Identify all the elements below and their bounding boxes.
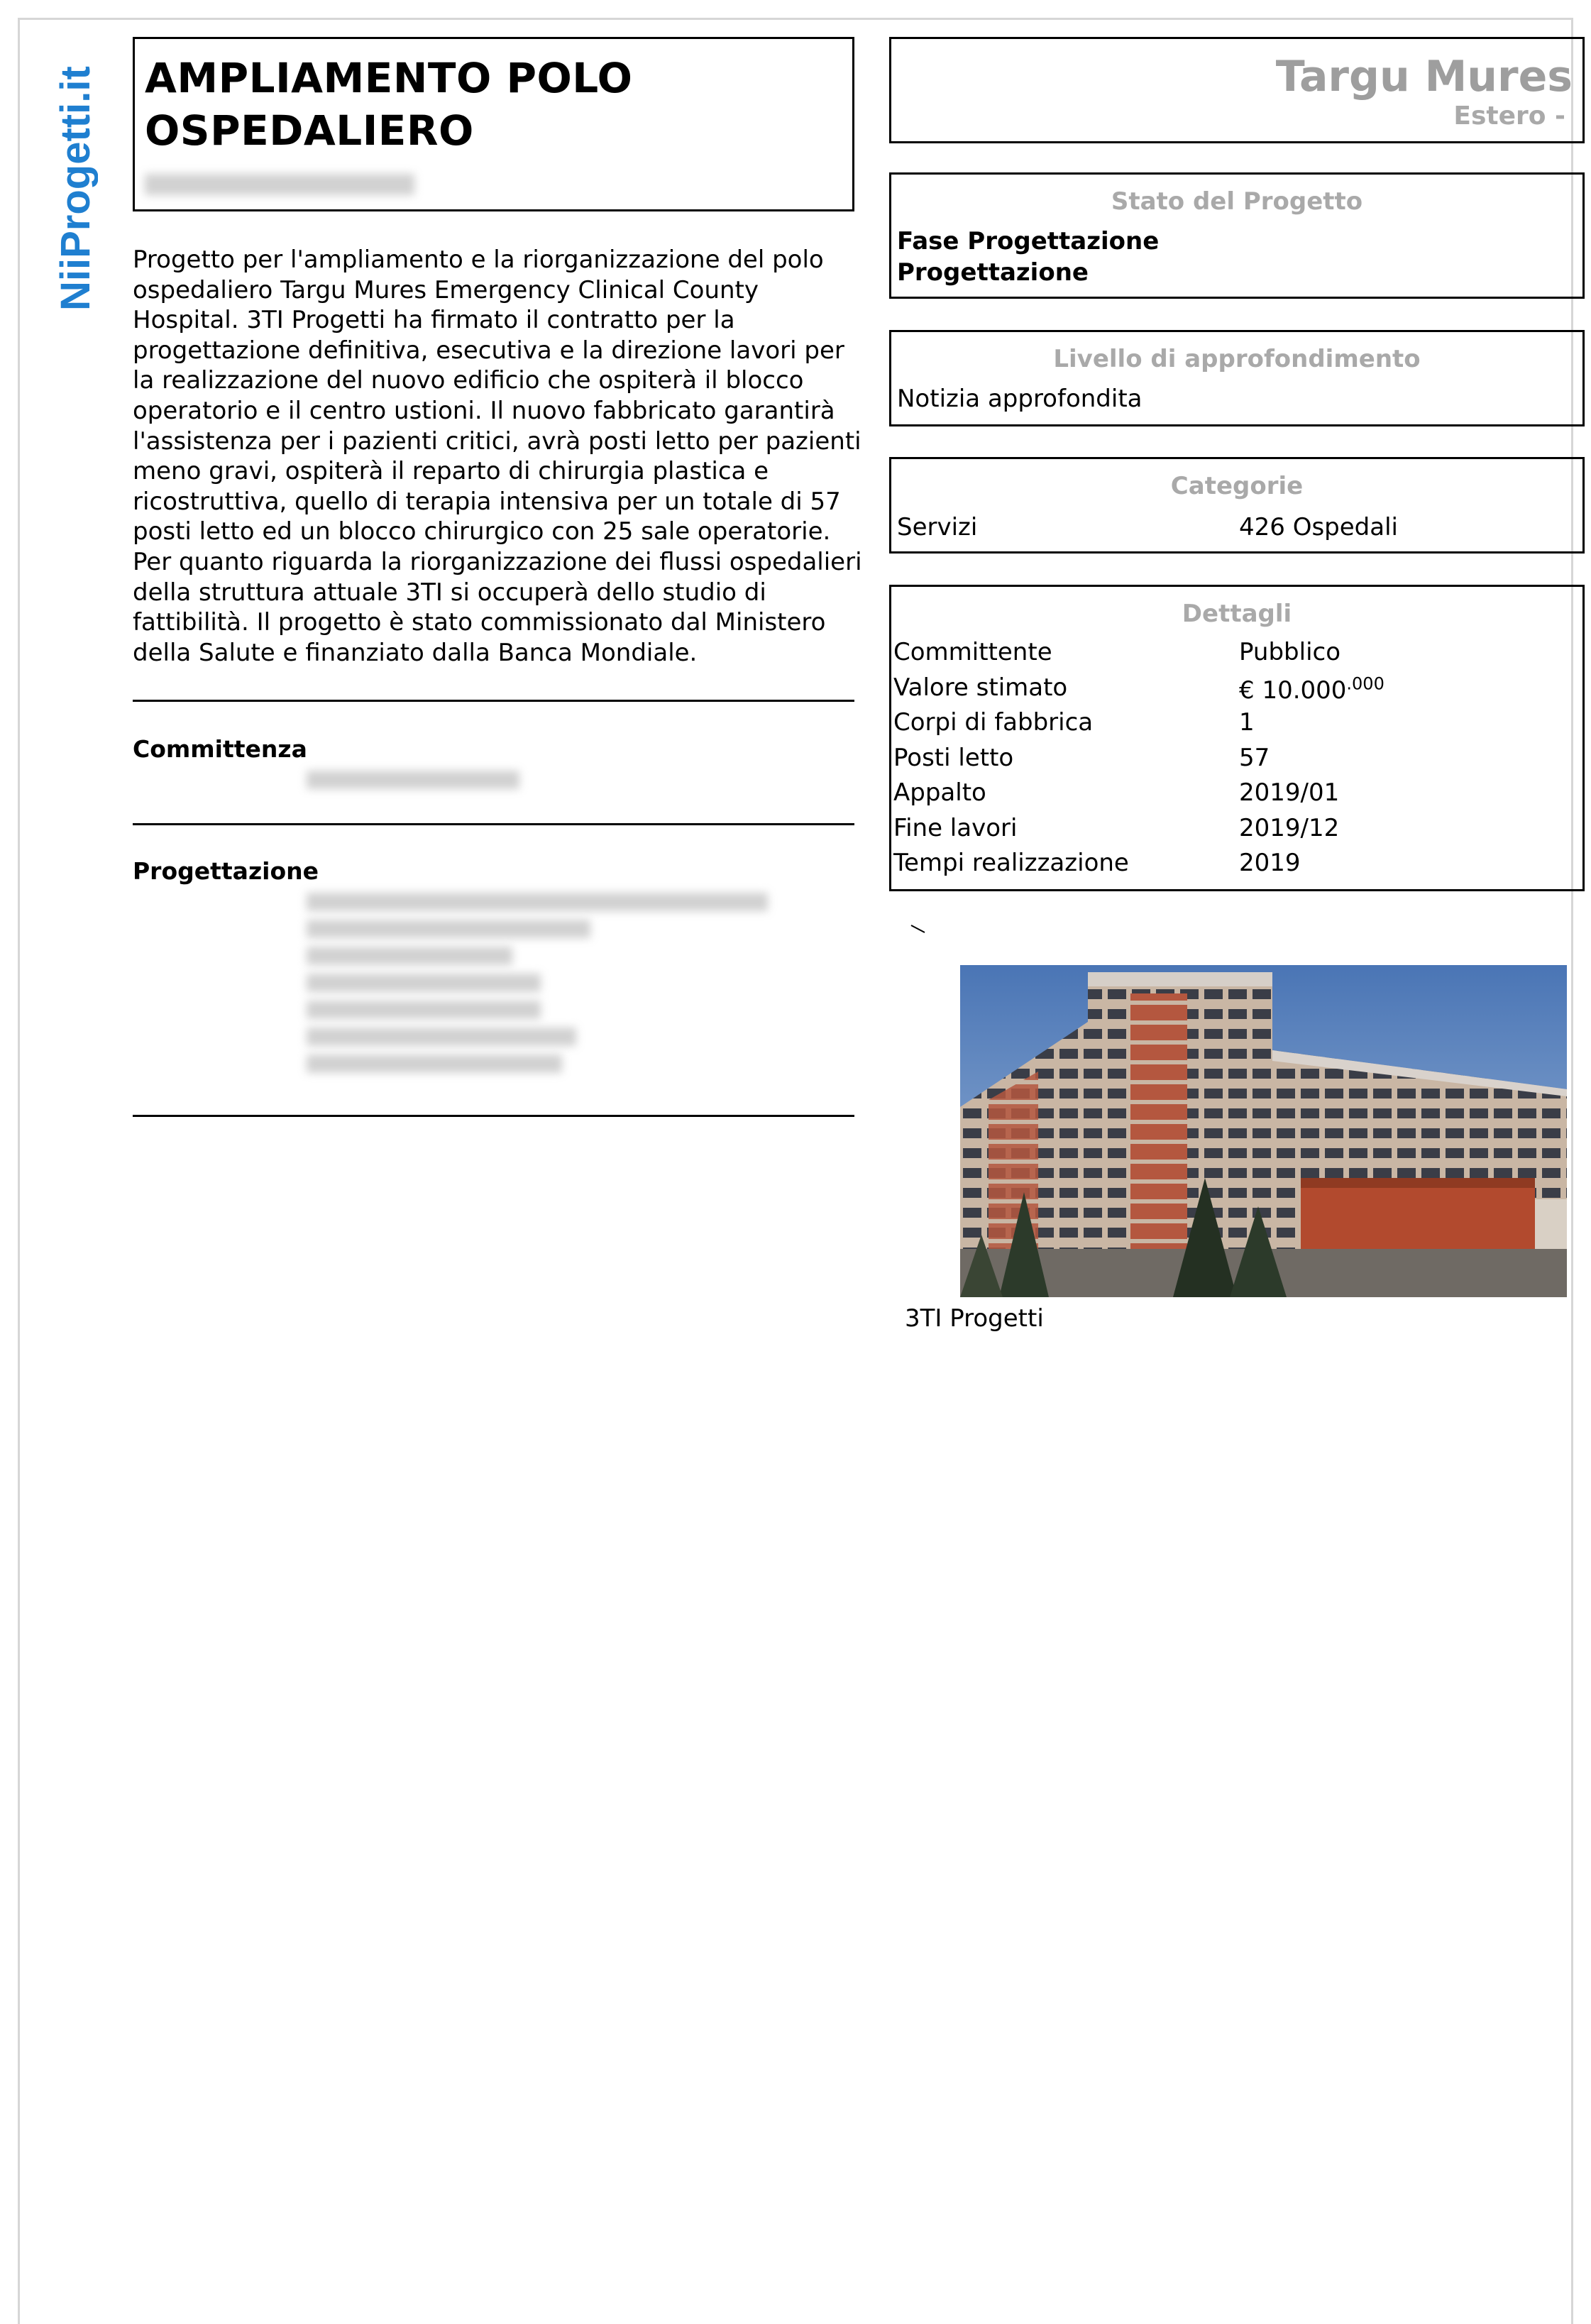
blurred-location: [145, 174, 414, 195]
image-marker-icon: [910, 924, 926, 934]
hospital-photo[interactable]: [960, 965, 1567, 1297]
categorie-box: [889, 457, 1585, 554]
dettagli-key: Valore stimato: [893, 673, 1068, 702]
dettagli-key: Corpi di fabbrica: [893, 708, 1094, 737]
blurred-committenza: [307, 771, 519, 798]
stato-header: Stato del Progetto: [1111, 187, 1363, 216]
dettagli-key: Posti letto: [893, 743, 1014, 772]
dettagli-key: Appalto: [893, 778, 986, 807]
niiprogetti-logo[interactable]: [55, 41, 98, 311]
dettagli-key: Committente: [893, 638, 1052, 666]
blurred-progettazione: [307, 893, 768, 1081]
dettagli-row: [891, 811, 1582, 847]
committenza-label: Committenza: [133, 735, 307, 763]
city-name: Targu Mures: [1275, 52, 1573, 101]
dettagli-key: Fine lavori: [893, 813, 1018, 842]
stato-phase: Fase Progettazione: [897, 227, 1160, 255]
stato-value: Progettazione: [897, 258, 1089, 287]
categorie-value: 426 Ospedali: [1239, 513, 1398, 541]
livello-box: [889, 330, 1585, 426]
dettagli-value: 2019/12: [1239, 813, 1340, 842]
livello-value: Notizia approfondita: [897, 385, 1143, 413]
dettagli-header: Dettagli: [1182, 600, 1292, 628]
dettagli-row: [891, 635, 1582, 671]
photo-caption: 3TI Progetti: [905, 1304, 1044, 1333]
dettagli-row: [891, 741, 1582, 776]
divider: [133, 1115, 854, 1117]
dettagli-value: Pubblico: [1239, 638, 1341, 666]
categorie-key: Servizi: [897, 513, 978, 541]
project-title-line-2: OSPEDALIERO: [145, 106, 474, 155]
stato-box: [889, 172, 1585, 299]
categorie-header: Categorie: [1170, 472, 1304, 500]
dettagli-key: Tempi realizzazione: [893, 849, 1129, 877]
livello-header: Livello di approfondimento: [1053, 345, 1421, 373]
title-box: [133, 37, 854, 211]
project-title: [145, 52, 842, 157]
dettagli-value: 57: [1239, 743, 1270, 772]
dettagli-row: [891, 846, 1582, 881]
logo-text: NiiProgetti.it: [55, 66, 98, 311]
project-description: Progetto per l'ampliamento e la riorganizzazione del polo ospedaliero Targu Mures Emergency Clinical County Hospital. 3TI Progetti ha firmato il contratto per la progettazione definitiva, esecutiva e la direzione lavori per la realizzazione del nuovo edificio che ospiterà il blocco operatorio e il centro ustioni. Il nuovo fabbricato garantirà l'assistenza per i pazienti critici, avrà posti letto per pazienti meno gravi, ospiterà il reparto di chirurgia plastica e ricostruttiva, quello di terapia intensiva per un totale di 57 posti letto ed un blocco chirurgico con 25 sale operatorie. Per quanto riguarda la riorganizzazione dei flussi ospedalieri della struttura attuale 3TI si occuperà dello studio di fattibilità. Il progetto è stato commissionato dal Ministero della Salute e finanziato dalla Banca Mondiale.: [133, 246, 862, 667]
divider: [133, 700, 854, 702]
location-box: [889, 37, 1585, 143]
dettagli-value: 2019/01: [1239, 778, 1340, 807]
value-superscript: .000: [1346, 673, 1384, 694]
dettagli-box: [889, 585, 1585, 891]
categorie-row: [891, 512, 1582, 543]
project-title-line-1: AMPLIAMENTO POLO: [145, 54, 633, 102]
dettagli-value: 2019: [1239, 849, 1301, 877]
progettazione-label: Progettazione: [133, 857, 319, 885]
dettagli-value: € $10.000^{.000}$: [1239, 673, 1384, 705]
dettagli-row: [891, 671, 1582, 706]
divider: [133, 823, 854, 825]
dettagli-value: 1: [1239, 708, 1255, 737]
region-label: Estero -: [1453, 101, 1565, 131]
dettagli-row: [891, 705, 1582, 741]
dettagli-row: [891, 776, 1582, 811]
